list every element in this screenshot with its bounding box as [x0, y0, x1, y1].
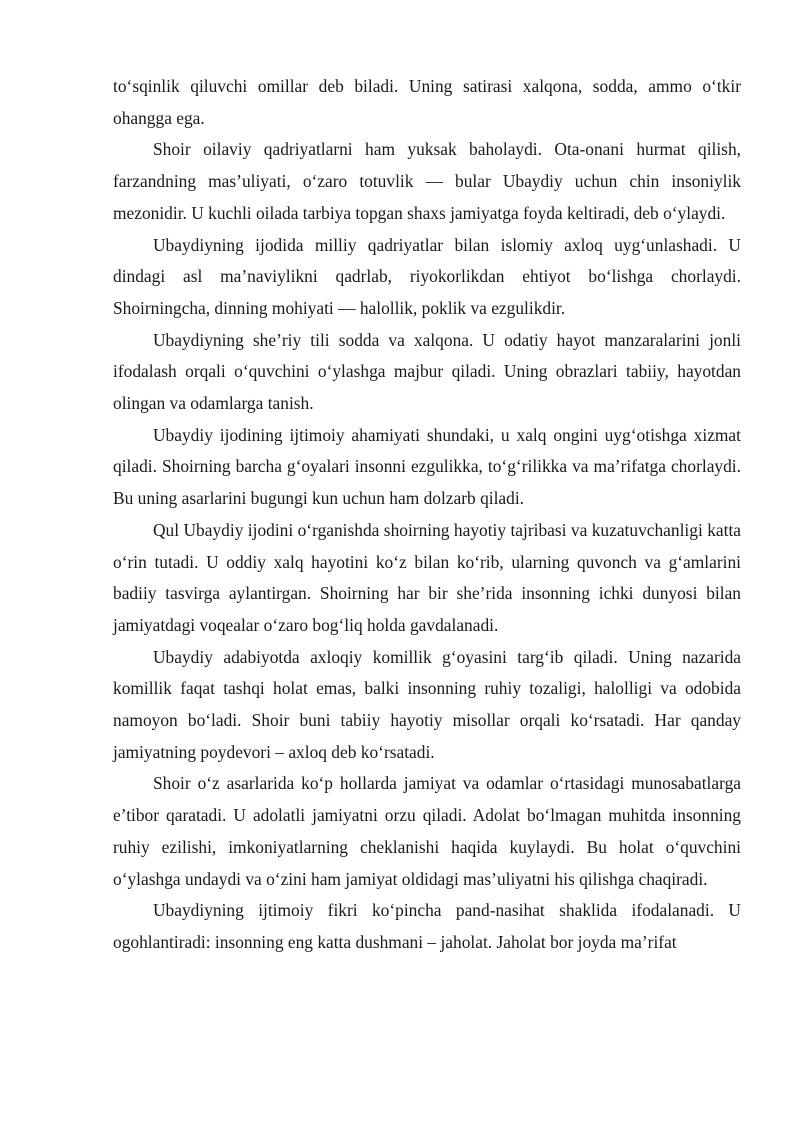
paragraph-1: to‘sqinlik qiluvchi omillar deb biladi. Uning satirasi xalqona, sodda, ammo o‘tkir ohangga ega. — [113, 76, 741, 128]
paragraph-8: Shoir o‘z asarlarida ko‘p hollarda jamiyat va odamlar o‘rtasidagi munosabatlarga e’tibor qaratadi. U adolatli jamiyatni orzu qiladi. Adolat bo‘lmagan muhitda insonning ruhiy ezilishi, imkoniyatlarning cheklanishi haqida kuylaydi. Bu holat o‘quvchini o‘ylashga undaydi va o‘zini ham jamiyat oldidagi mas’uliyatni his qilishga chaqiradi. — [113, 773, 741, 889]
document-body — [113, 71, 741, 959]
paragraph-4: Ubaydiyning she’riy tili sodda va xalqona. U odatiy hayot manzaralarini jonli ifodalash orqali o‘quvchini o‘ylashga majbur qiladi. Uning obrazlari tabiiy, hayotdan olingan va odamlarga tanish. — [113, 329, 741, 414]
paragraph-9: Ubaydiyning ijtimoiy fikri ko‘pincha pand-nasihat shaklida ifodalanadi. U ogohlantiradi: insonning eng katta dushmani – jaholat. Jaholat bor joyda ma’rifat — [113, 900, 741, 952]
paragraph-7: Ubaydiy adabiyotda axloqiy komillik g‘oyasini targ‘ib qiladi. Uning nazarida komillik faqat tashqi holat emas, balki insonning ruhiy tozaligi, halolligi va odobida namoyon bo‘ladi. Shoir buni tabiiy hayotiy misollar orqali ko‘rsatadi. Har qanday jamiyatning poydevori – axloq deb ko‘rsatadi. — [113, 646, 741, 762]
paragraph-6: Qul Ubaydiy ijodini o‘rganishda shoirning hayotiy tajribasi va kuzatuvchanligi katta o‘rin tutadi. U oddiy xalq hayotini ko‘z bilan ko‘rib, ularning quvonch va g‘amlarini badiiy tasvirga aylantirgan. Shoirning har bir she’rida insonning ichki dunyosi bilan jamiyatdagi voqealar o‘zaro bog‘liq holda gavdalanadi. — [113, 519, 741, 635]
paragraph-2: Shoir oilaviy qadriyatlarni ham yuksak baholaydi. Ota-onani hurmat qilish, farzandning mas’uliyati, o‘zaro totuvlik — bular Ubaydiy uchun chin insoniylik mezonidir. U kuchli oilada tarbiya topgan shaxs jamiyatga foyda keltiradi, deb o‘ylaydi. — [113, 139, 741, 223]
paragraph-5: Ubaydiy ijodining ijtimoiy ahamiyati shundaki, u xalq ongini uyg‘otishga xizmat qiladi. Shoirning barcha g‘oyalari insonni ezgulikka, to‘g‘rilikka va ma’rifatga chorlaydi. Bu uning asarlarini bugungi kun uchun ham dolzarb qiladi. — [113, 424, 741, 509]
paragraph-3: Ubaydiyning ijodida milliy qadriyatlar bilan islomiy axloq uyg‘unlashadi. U dindagi asl ma’naviylikni qadrlab, riyokorlikdan ehtiyot bo‘lishga chorlaydi. Shoirningcha, dinning mohiyati — halollik, poklik va ezgulikdir. — [113, 234, 741, 318]
